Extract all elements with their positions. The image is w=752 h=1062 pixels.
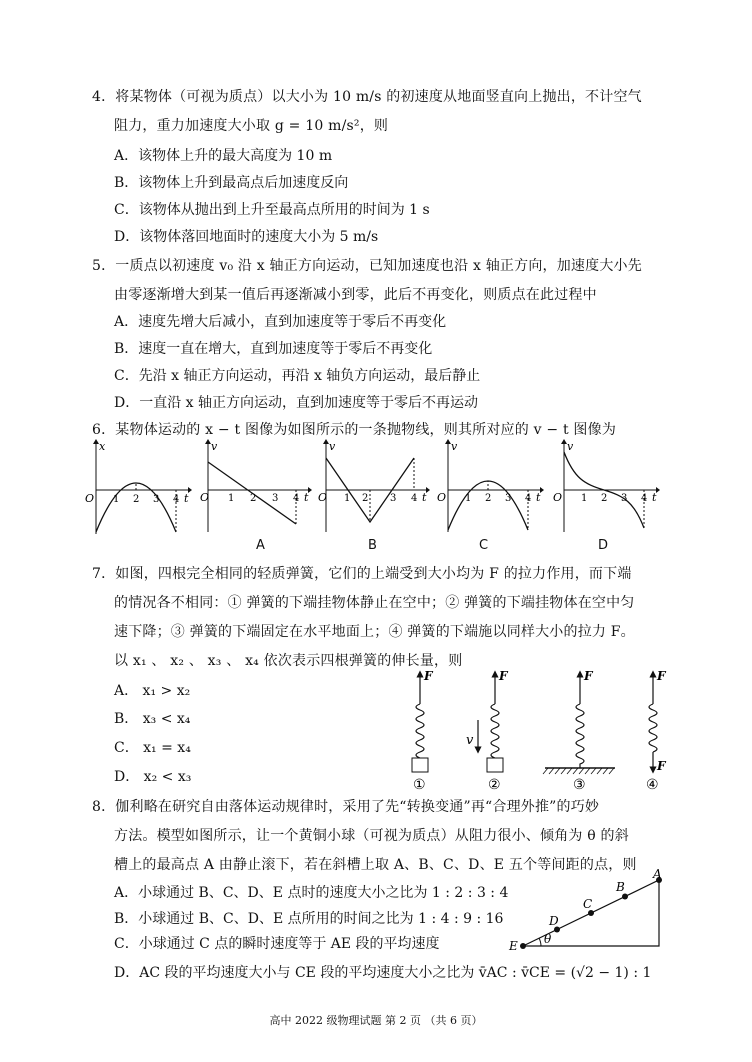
q7-stem-line2: 的情况各不相同：① 弹簧的下端挂物体静止在空中；② 弹簧的下端挂物体在空中匀 [114,595,635,611]
q6-label-d: D [598,538,609,553]
point-e: E [509,939,518,952]
q6-b-tick4: 4 [411,493,418,504]
q7-stem-line1: 7．如图，四根完全相同的轻质弹簧，它们的上端受到大小均为 F 的拉力作用，而下端 [92,566,632,582]
q6-b-tick2: 2 [362,493,369,504]
q6-xt-tick1: 1 [113,494,120,505]
q6-a-axis-v: v [211,440,218,453]
q6-a-origin: O [200,491,210,504]
spring-1-force: F [424,669,433,683]
q5-stem-line2: 由零逐渐增大到某一值后再逐渐减小到零，此后不再变化，则质点在此过程中 [114,287,597,303]
q4-stem-line1: 4．将某物体（可视为质点）以大小为 10 m/s 的初速度从地面竖直向上抛出，不计空气 [92,89,642,105]
q6-graph-a [200,438,312,534]
q6-xt-axis-t: t [184,492,189,505]
spring-1 [412,669,434,793]
q6-xt-tick4: 4 [173,494,180,505]
point-a: A [653,868,662,881]
spring-2-force: F [499,669,508,683]
q6-c-tick3: 3 [505,493,512,504]
q7-option-d: D． x₂ < x₃ [114,769,192,785]
q6-d-axis-v: v [567,440,574,453]
spring-3 [543,669,615,793]
q6-c-tick2: 2 [485,493,492,504]
q6-graph-d [552,438,662,534]
q7-stem-line3: 速下降；③ 弹簧的下端固定在水平地面上；④ 弹簧的下端施以同样大小的拉力 F。 [114,624,635,640]
q8-stem-line1: 8．伽利略在研究自由落体运动规律时，采用了先“转换变通”再“合理外推”的巧妙 [92,799,600,815]
q5-option-b: B．速度一直在增大，直到加速度等于零后不再变化 [114,341,433,357]
q8-incline-figure [505,868,675,952]
q6-stem: 6．某物体运动的 x − t 图像为如图所示的一条抛物线，则其所对应的 v − t 图像为 [92,422,617,438]
q4-option-b: B．该物体上升到最高点后加速度反向 [114,175,349,191]
q6-c-axis-t: t [536,491,541,504]
q6-label-a: A [256,538,265,553]
q6-d-tick2: 2 [601,493,608,504]
page-footer: 高中 2022 级物理试题 第 2 页 （共 6 页） [269,1014,483,1027]
q8-stem-line3: 槽上的最高点 A 由静止滚下，若在斜槽上取 A、B、C、D、E 五个等间距的点，则 [114,857,637,873]
q8-option-b: B．小球通过 B、C、D、E 点所用的时间之比为 1 : 4 : 9 : 16 [114,911,504,927]
spring-2-label: ② [488,777,501,793]
q6-d-tick1: 1 [581,493,588,504]
q6-a-tick3: 3 [272,493,279,504]
q6-b-tick1: 1 [344,493,351,504]
q5-option-d: D．一直沿 x 轴正方向运动，直到加速度等于零后不再运动 [114,395,479,411]
q6-c-origin: O [437,491,447,504]
spring-4-force-top: F [657,669,666,683]
angle-theta: θ [544,932,552,946]
q4-stem-line2: 阻力，重力加速度大小取 g = 10 m/s²，则 [114,118,389,134]
q6-c-tick4: 4 [525,493,532,504]
spring-3-force: F [584,669,593,683]
point-b: B [616,880,625,894]
q4-option-d: D．该物体落回地面时的速度大小为 5 m/s [114,229,379,245]
q6-c-axis-v: v [451,440,458,453]
q6-d-origin: O [553,491,563,504]
q5-option-a: A．速度先增大后减小，直到加速度等于零后不再变化 [114,314,447,330]
spring-4 [646,669,667,793]
q6-a-tick1: 1 [228,493,235,504]
q6-label-b: B [368,538,377,553]
q6-xt-tick3: 3 [153,494,160,505]
q5-option-c: C．先沿 x 轴正方向运动，再沿 x 轴负方向运动，最后静止 [114,368,481,384]
q8-option-d: D．AC 段的平均速度大小与 CE 段的平均速度大小之比为 v̄AC : v̄CE = (√2 − 1) : 1 [114,965,652,981]
q6-xt-tick2: 2 [133,494,140,505]
q6-graph-c [436,438,546,534]
q7-springs-figure [400,664,680,794]
spring-2-velocity: v [466,733,474,748]
q8-stem-line2: 方法。模型如图所示，让一个黄铜小球（可视为质点）从阻力很小、倾角为 θ 的斜 [114,828,629,844]
spring-3-label: ③ [573,777,586,793]
q5-stem-line1: 5．一质点以初速度 v₀ 沿 x 轴正方向运动，已知加速度也沿 x 轴正方向，加速度大小先 [92,258,642,274]
q6-a-tick4: 4 [293,493,300,504]
q6-a-tick2: 2 [250,493,257,504]
spring-1-label: ① [413,777,426,793]
q6-b-axis-v: v [329,440,336,453]
q8-option-c: C．小球通过 C 点的瞬时速度等于 AE 段的平均速度 [114,936,440,952]
q6-b-origin: O [318,491,328,504]
q7-option-c: C． x₁ = x₄ [114,740,191,756]
q6-d-axis-t: t [652,491,657,504]
q6-b-axis-t: t [422,491,427,504]
point-c: C [583,897,593,911]
q6-graph-b [318,438,430,534]
q7-stem-line4: 以 x₁ 、 x₂ 、 x₃ 、 x₄ 依次表示四根弹簧的伸长量，则 [114,653,463,669]
q4-option-a: A．该物体上升的最大高度为 10 m [114,148,333,164]
q6-label-c: C [479,538,489,553]
spring-2 [466,669,509,793]
q6-xt-origin: O [85,492,95,505]
point-d: D [549,914,559,928]
q6-d-tick3: 3 [621,493,628,504]
q8-option-a: A．小球通过 B、C、D、E 点时的速度大小之比为 1 : 2 : 3 : 4 [114,885,509,901]
q7-option-b: B． x₃ < x₄ [114,711,191,727]
q6-d-tick4: 4 [641,493,648,504]
q6-xt-axis-x: x [99,440,106,453]
q6-b-tick3: 3 [390,493,397,504]
q6-c-tick1: 1 [465,493,472,504]
q4-option-c: C．该物体从抛出到上升至最高点所用的时间为 1 s [114,202,430,218]
spring-4-force-bottom: F [657,759,666,773]
q6-xt-graph [82,438,192,536]
spring-4-label: ④ [646,777,659,793]
q7-option-a: A． x₁ > x₂ [114,683,191,699]
q6-a-axis-t: t [304,491,309,504]
